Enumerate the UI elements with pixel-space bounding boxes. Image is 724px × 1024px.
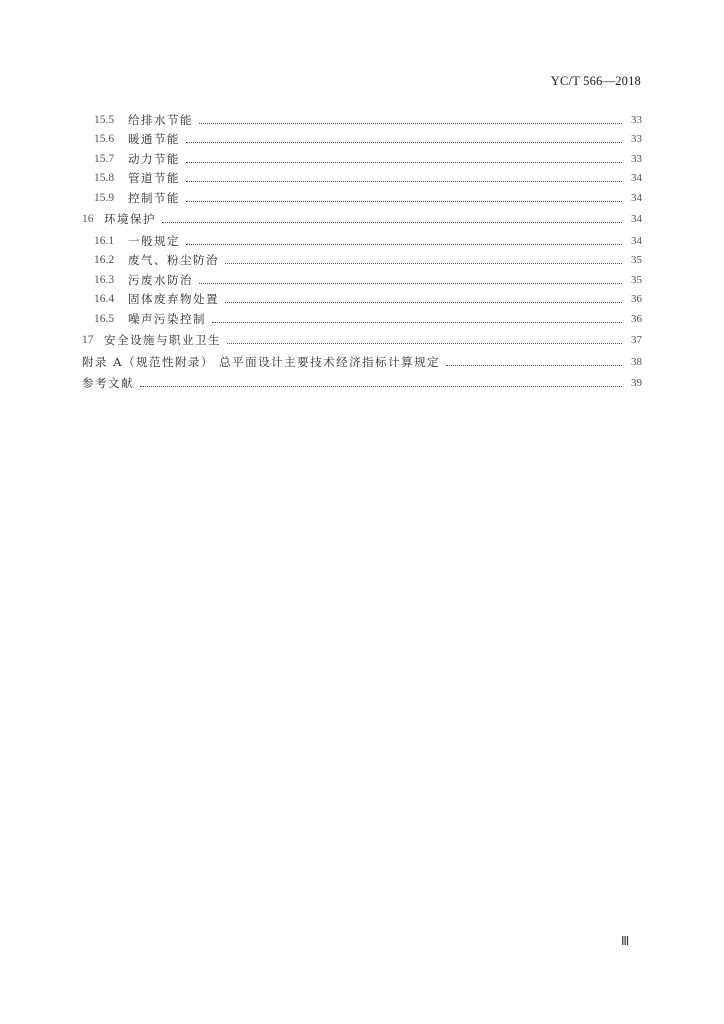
dot-leader (446, 364, 622, 366)
toc-entry-number: 16.5 (94, 312, 115, 325)
toc-entry-number: 15.5 (94, 113, 115, 126)
toc-entry-number: 16.2 (94, 254, 115, 267)
toc-references-page: 39 (631, 377, 642, 390)
toc-references-title: 参考文献 (82, 376, 134, 391)
toc-entry[interactable] (82, 130, 642, 150)
toc-appendix-title: 附录 A（规范性附录） 总平面设计主要技术经济指标计算规定 (82, 354, 441, 369)
dot-leader (186, 243, 622, 245)
toc-entry[interactable] (82, 251, 642, 271)
toc-entry[interactable] (82, 290, 642, 310)
toc-entry[interactable] (82, 110, 642, 130)
toc-entry-page: 35 (631, 254, 642, 267)
toc-entry-page: 35 (631, 273, 642, 286)
dot-leader (225, 262, 622, 264)
toc-chapter-title: 环境保护 (104, 212, 156, 227)
dot-leader (186, 161, 622, 163)
toc-entry[interactable] (82, 188, 642, 208)
toc-entry-title: 噪声污染控制 (128, 311, 206, 326)
toc-entry-title: 控制节能 (128, 190, 180, 205)
toc-entry[interactable] (82, 309, 642, 329)
dot-leader (186, 180, 622, 182)
dot-leader (140, 385, 622, 387)
toc-entry-page: 33 (631, 152, 642, 165)
toc-entry-title: 废气、粉尘防治 (128, 253, 219, 268)
toc-appendix[interactable] (82, 352, 642, 372)
toc-entry-number: 16.3 (94, 273, 115, 286)
toc-entry-page: 34 (631, 191, 642, 204)
toc-entry-number: 16.1 (94, 234, 115, 247)
toc-entry-title: 固体废弃物处置 (128, 292, 219, 307)
toc-chapter-number: 16 (82, 213, 94, 226)
toc-entry-page: 34 (631, 172, 642, 185)
toc-appendix-page: 38 (631, 355, 642, 368)
table-of-contents (82, 110, 642, 393)
dot-leader (186, 141, 622, 143)
toc-entry-number: 15.9 (94, 191, 115, 204)
toc-entry-title: 暖通节能 (128, 132, 180, 147)
toc-entry-title: 给排水节能 (128, 112, 193, 127)
toc-entry-page: 36 (631, 293, 642, 306)
toc-chapter-title: 安全设施与职业卫生 (104, 333, 221, 348)
toc-entry-number: 15.6 (94, 133, 115, 146)
dot-leader (162, 221, 622, 223)
toc-entry-page: 33 (631, 133, 642, 146)
toc-entry-title: 污废水防治 (128, 272, 193, 287)
dot-leader (199, 122, 622, 124)
toc-chapter-page: 34 (631, 213, 642, 226)
toc-entry-title: 管道节能 (128, 171, 180, 186)
toc-entry-title: 动力节能 (128, 151, 180, 166)
toc-entry-number: 16.4 (94, 293, 115, 306)
toc-entry-page: 33 (631, 113, 642, 126)
toc-entry[interactable] (82, 231, 642, 251)
toc-chapter-page: 37 (631, 334, 642, 347)
dot-leader (212, 321, 622, 323)
toc-chapter[interactable] (82, 331, 642, 351)
document-code: YC/T 566—2018 (550, 74, 641, 88)
dot-leader (186, 200, 622, 202)
toc-entry-number: 15.7 (94, 152, 115, 165)
toc-entry[interactable] (82, 149, 642, 169)
dot-leader (227, 342, 622, 344)
dot-leader (225, 301, 622, 303)
page-number: Ⅲ (621, 934, 630, 948)
toc-entry-page: 34 (631, 234, 642, 247)
toc-entry-page: 36 (631, 312, 642, 325)
toc-entry[interactable] (82, 169, 642, 189)
toc-entry-title: 一般规定 (128, 233, 180, 248)
toc-entry-number: 15.8 (94, 172, 115, 185)
toc-references[interactable] (82, 374, 642, 394)
dot-leader (199, 282, 622, 284)
toc-chapter[interactable] (82, 210, 642, 230)
toc-entry[interactable] (82, 270, 642, 290)
toc-chapter-number: 17 (82, 334, 94, 347)
